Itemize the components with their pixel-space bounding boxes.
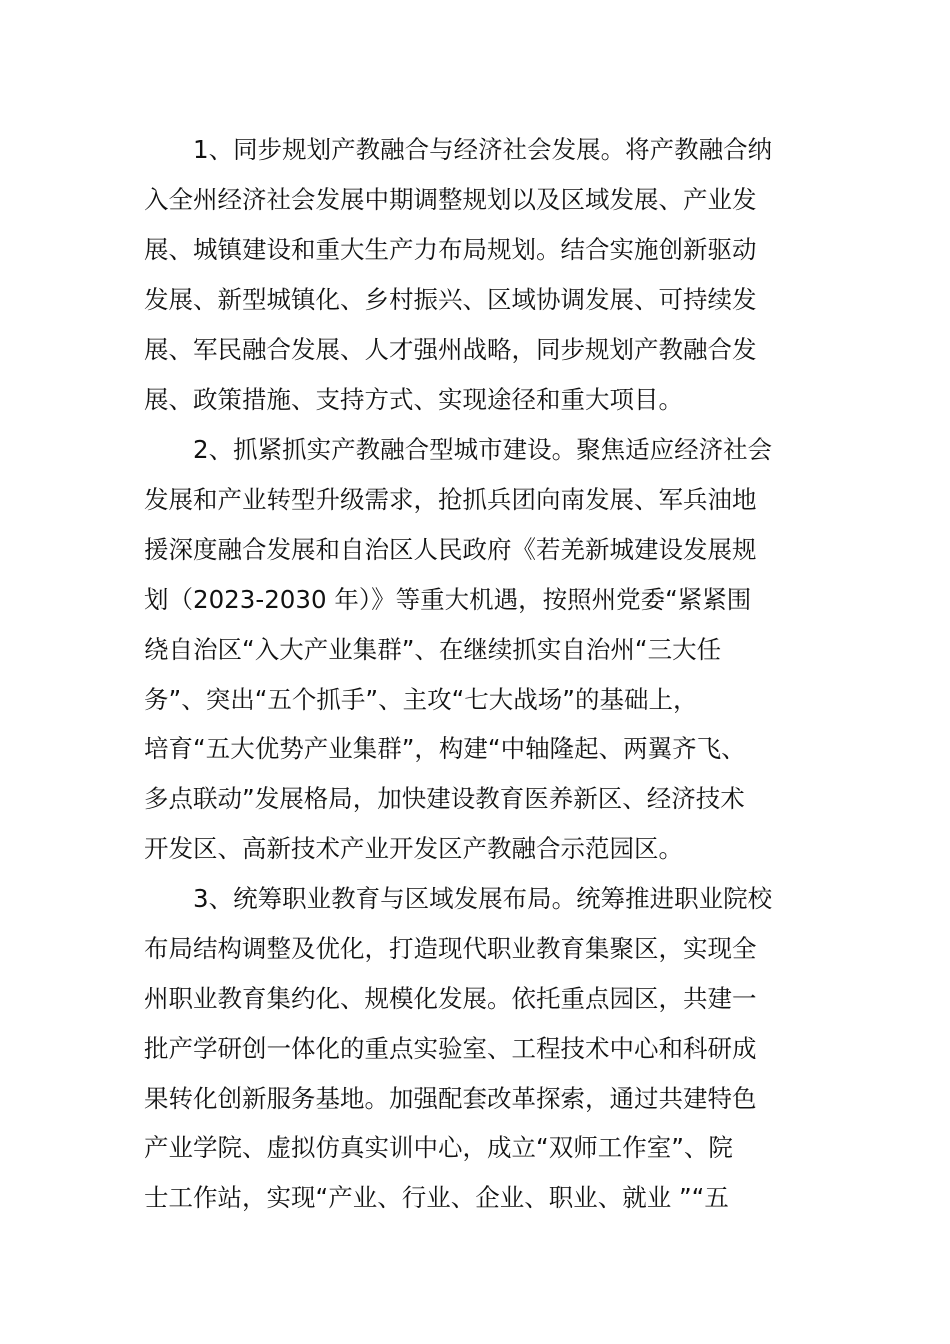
paragraph-1-line-6: 展、政策措施、支持方式、实现途径和重大项目。 (144, 385, 683, 414)
paragraph-3-line-1: 3、统筹职业教育与区域发展布局。统筹推进职业院校 (193, 884, 773, 913)
paragraph-2-line-5: 绕自治区“入大产业集群”、在继续抓实自治州“三大任 (144, 635, 722, 664)
paragraph-1-line-4: 发展、新型城镇化、乡村振兴、区域协调发展、可持续发 (144, 285, 757, 314)
paragraph-3-line-3: 州职业教育集约化、规模化发展。依托重点园区，共建一 (144, 984, 757, 1013)
paragraph-2-line-2: 发展和产业转型升级需求，抢抓兵团向南发展、军兵油地 (144, 485, 757, 514)
paragraph-2-line-3: 援深度融合发展和自治区人民政府《若羌新城建设发展规 (144, 535, 757, 564)
paragraph-1-line-5: 展、军民融合发展、人才强州战略，同步规划产教融合发 (144, 335, 757, 364)
paragraph-3-line-4: 批产学研创一体化的重点实验室、工程技术中心和科研成 (144, 1034, 757, 1063)
paragraph-1-line-2: 入全州经济社会发展中期调整规划以及区域发展、产业发 (144, 185, 757, 214)
paragraph-3-line-2: 布局结构调整及优化，打造现代职业教育集聚区，实现全 (144, 934, 757, 963)
paragraph-3-line-6: 产业学院、虚拟仿真实训中心，成立“双师工作室”、院 (144, 1133, 733, 1162)
paragraph-1-line-3: 展、城镇建设和重大生产力布局规划。结合实施创新驱动 (144, 235, 757, 264)
paragraph-2-line-1: 2、抓紧抓实产教融合型城市建设。聚焦适应经济社会 (193, 435, 773, 464)
paragraph-3-line-5: 果转化创新服务基地。加强配套改革探索，通过共建特色 (144, 1084, 757, 1113)
paragraph-2-line-9: 开发区、高新技术产业开发区产教融合示范园区。 (144, 834, 683, 863)
paragraph-2-line-4: 划（2023-2030 年）》等重大机遇，按照州党委“紧紧围 (144, 585, 752, 614)
paragraph-2-line-6: 务”、突出“五个抓手”、主攻“七大战场”的基础上， (144, 685, 698, 714)
paragraph-2-line-7: 培育“五大优势产业集群”，构建“中轴隆起、两翼齐飞、 (144, 734, 746, 763)
paragraph-3-line-7: 士工作站，实现“产业、行业、企业、职业、就业 ”“五 (144, 1183, 729, 1212)
paragraph-1-line-1: 1、同步规划产教融合与经济社会发展。将产教融合纳 (193, 135, 773, 164)
paragraph-2-line-8: 多点联动”发展格局，加快建设教育医养新区、经济技术 (144, 784, 745, 813)
